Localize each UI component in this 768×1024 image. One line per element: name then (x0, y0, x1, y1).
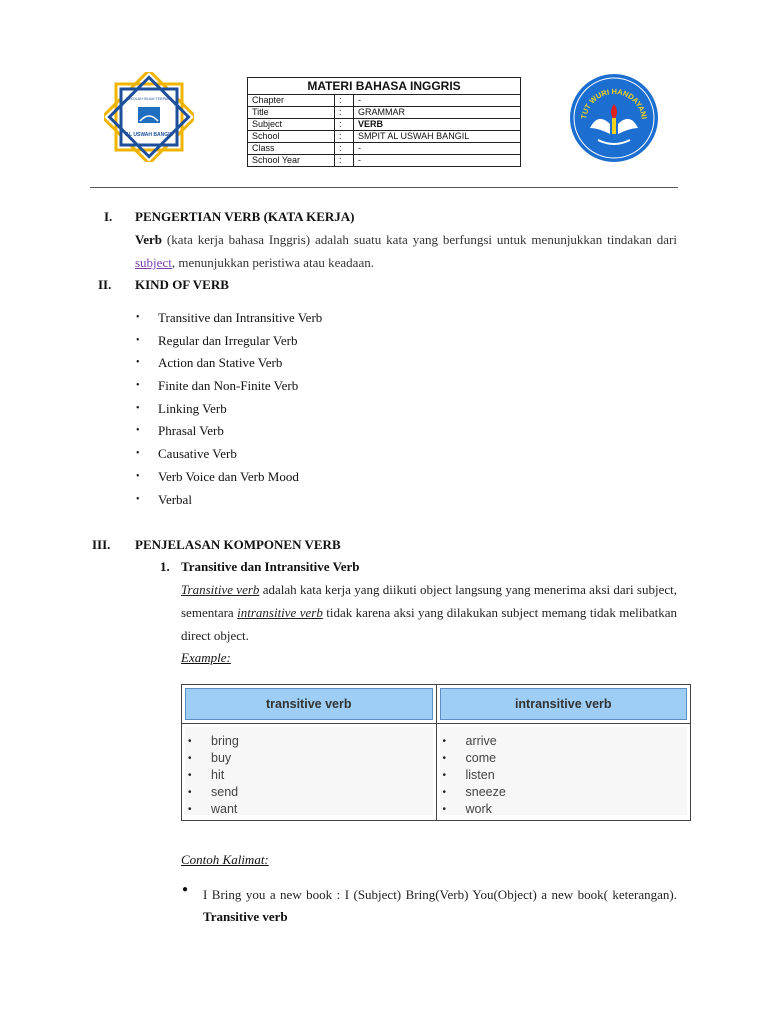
section-1-paragraph: Verb (kata kerja bahasa Inggris) adalah suatu kata yang berfungsi untuk menunjukkan tindakan dari subject, menunjukkan peristiwa atau keadaan. (135, 232, 677, 270)
subject-link[interactable]: subject (135, 255, 172, 270)
section-1-number: I. (104, 209, 113, 224)
bullet-icon: ● (182, 884, 189, 895)
header-divider (90, 187, 678, 188)
section-3-title: PENJELASAN KOMPONEN VERB (135, 537, 341, 552)
subsection-1-paragraph: Transitive verb adalah kata kerja yang diikuti object langsung yang menerima aksi dari subject, sementara intransitive verb tidak karena aksi yang dilakukan subject memang tidak melibatkan direct object. (181, 582, 678, 643)
list-item: • Transitive dan Intransitive Verb (134, 307, 634, 330)
subsection-1-number: 1. (160, 559, 170, 574)
section-2-title: KIND OF VERB (135, 277, 229, 292)
section-1-title: PENGERTIAN VERB (KATA KERJA) (135, 209, 355, 224)
list-item: • arrive (440, 733, 688, 750)
table-row: Subject : VERB (248, 119, 521, 131)
table-row: School Year : - (248, 155, 521, 167)
list-item: • sneeze (440, 784, 688, 801)
kind-of-verb-list (134, 307, 634, 511)
logo-bottom-text: AL USWAH BANGIL (125, 132, 173, 138)
section-2-number: II. (98, 277, 112, 292)
example-label: Example: (181, 650, 231, 665)
transitive-verb-list (185, 733, 433, 818)
list-item: • Finite dan Non-Finite Verb (134, 375, 634, 398)
list-item: • want (185, 801, 433, 818)
subsection-1-title: Transitive dan Intransitive Verb (181, 559, 360, 574)
list-item: • Linking Verb (134, 398, 634, 421)
list-item: • Regular dan Irregular Verb (134, 330, 634, 353)
list-item: • listen (440, 767, 688, 784)
contoh-kalimat-label: Contoh Kalimat: (181, 852, 269, 867)
intransitive-term: intransitive verb (237, 605, 323, 620)
table-row: School : SMPIT AL USWAH BANGIL (248, 131, 521, 143)
logo-motto-text: TUT WURI HANDAYANI (579, 86, 649, 120)
example-sentence: I Bring you a new book : I (Subject) Bring(Verb) You(Object) a new book( keterangan). Transitive verb (203, 887, 677, 924)
list-item: • send (185, 784, 433, 801)
list-item: • hit (185, 767, 433, 784)
table-row: Chapter : - (248, 95, 521, 107)
list-item: • come (440, 750, 688, 767)
school-logo (104, 72, 194, 162)
intransitive-header: intransitive verb (440, 688, 688, 720)
list-item: • buy (185, 750, 433, 767)
list-item: • work (440, 801, 688, 818)
material-info-table (247, 77, 521, 167)
tut-wuri-handayani-logo (568, 72, 660, 164)
transitive-term: Transitive verb (181, 582, 260, 597)
list-item: • Phrasal Verb (134, 420, 634, 443)
list-item: • Verbal (134, 489, 634, 512)
list-item: • bring (185, 733, 433, 750)
transitive-header: transitive verb (185, 688, 433, 720)
list-item: • Causative Verb (134, 443, 634, 466)
list-item: • Action dan Stative Verb (134, 352, 634, 375)
logo-top-text: SEKOLAH ISLAM TERPADU (125, 97, 173, 101)
section-3-number: III. (92, 537, 111, 552)
table-row: Class : - (248, 143, 521, 155)
verb-example-table (181, 684, 691, 821)
table-row: Title : GRAMMAR (248, 107, 521, 119)
table-title: MATERI BAHASA INGGRIS (248, 78, 521, 95)
verb-term: Verb (135, 232, 162, 247)
list-item: • Verb Voice dan Verb Mood (134, 466, 634, 489)
intransitive-verb-list (440, 733, 688, 818)
